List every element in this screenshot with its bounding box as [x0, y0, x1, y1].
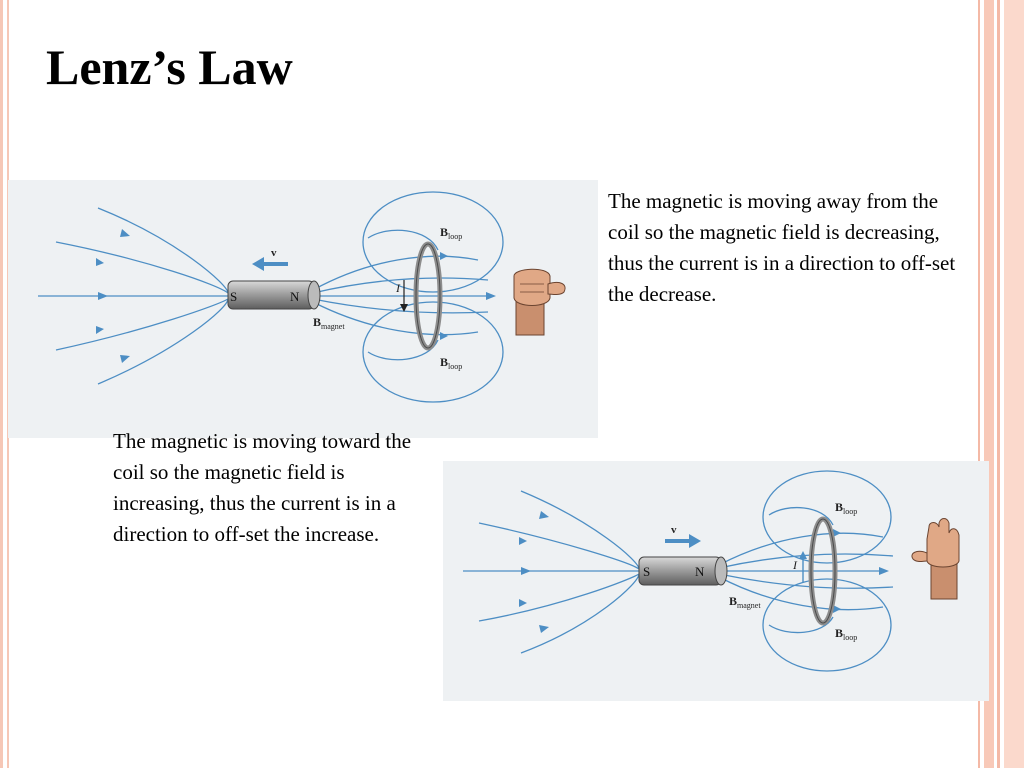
- svg-text:N: N: [695, 564, 705, 579]
- b-loop-label: $B_{loop}$: [440, 355, 463, 371]
- b-loop-label: $B_{loop}$: [835, 500, 858, 516]
- svg-text:S: S: [643, 564, 651, 579]
- svg-text:v: v: [271, 247, 277, 259]
- velocity-arrow: [252, 247, 288, 271]
- svg-text:I: I: [793, 558, 797, 572]
- svg-text:I: I: [396, 281, 400, 295]
- right-border-stripe: [997, 0, 1000, 768]
- right-hand-icon: [514, 269, 565, 335]
- right-border-stripe: [1004, 0, 1024, 768]
- svg-text:S: S: [230, 289, 238, 304]
- svg-text:v: v: [671, 524, 677, 536]
- left-hand-icon: [912, 519, 959, 600]
- b-magnet-label: $B_{magnet}$: [729, 594, 761, 610]
- figure-magnet-moving-toward: [443, 461, 989, 701]
- bar-magnet: [639, 557, 727, 585]
- svg-text:N: N: [290, 289, 300, 304]
- caption-magnet-away: The magnetic is moving away from the coil so the magnetic field is decreasing, thus the current is in a direction to off-set the decrease.: [608, 189, 956, 306]
- slide-title: Lenz’s Law: [46, 39, 293, 95]
- b-loop-label: $B_{loop}$: [835, 626, 858, 642]
- figure-magnet-moving-away: [8, 180, 598, 438]
- left-border-stripe: [0, 0, 3, 768]
- b-magnet-label: $B_{magnet}$: [313, 315, 345, 331]
- bar-magnet: [228, 281, 320, 309]
- velocity-arrow: [665, 524, 701, 548]
- caption-magnet-toward: The magnetic is moving toward the coil so the magnetic field is increasing, thus the current is in a direction to off-set the increase.: [113, 429, 412, 546]
- b-loop-label: $B_{loop}$: [440, 225, 463, 241]
